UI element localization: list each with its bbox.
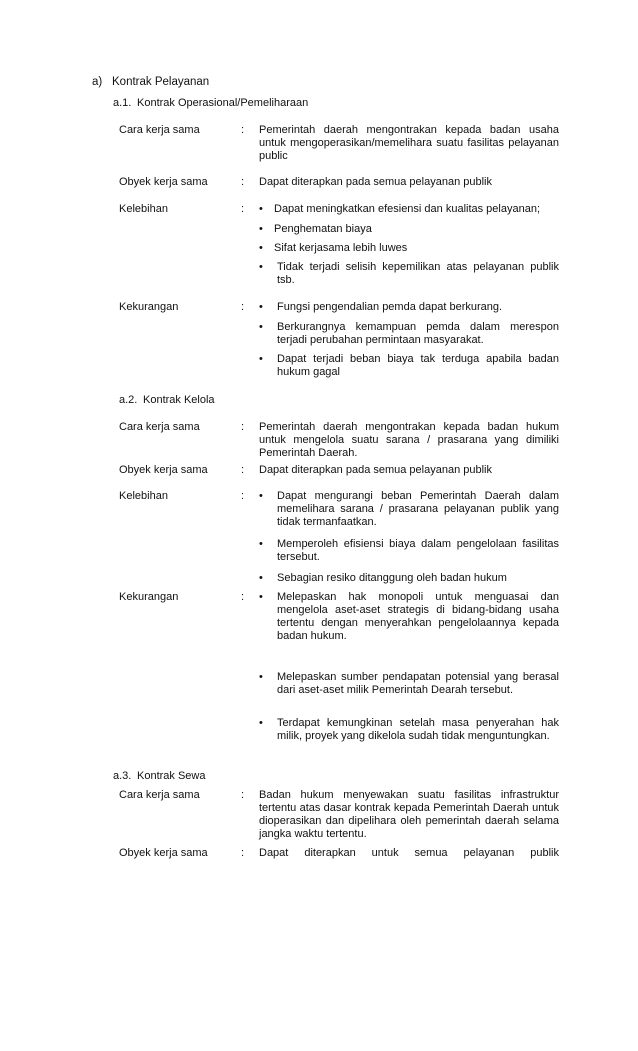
row-colon: : [241, 176, 245, 188]
row-colon: : [241, 301, 245, 313]
row-colon: : [241, 124, 245, 136]
row-colon: : [241, 421, 245, 433]
bullet-icon: • [259, 261, 263, 273]
bullet-icon: • [259, 671, 263, 683]
subsection-title: Kontrak Sewa [137, 770, 206, 782]
row-label: Obyek kerja sama [119, 847, 208, 859]
row-value: Dapat diterapkan pada semua pelayanan publik [259, 176, 492, 188]
list-item-text: Melepaskan sumber pendapatan potensial yang berasal dari aset-aset milik Pemerintah Dearah tersebut. [277, 671, 559, 696]
bullet-icon: • [259, 321, 263, 333]
subsection-heading-a3 [113, 770, 205, 783]
section-heading [92, 76, 209, 89]
bullet-icon: • [259, 301, 263, 313]
bullet-icon: • [259, 242, 263, 254]
list-item-text: Dapat terjadi beban biaya tak terduga apabila badan hukum gagal [277, 353, 559, 378]
list-item-text: Dapat mengurangi beban Pemerintah Daerah dalam memelihara sarana / prasarana pelayanan publik yang tidak termanfaatkan. [277, 490, 559, 528]
row-label: Cara kerja sama [119, 789, 200, 801]
list-item-text: Tidak terjadi selisih kepemilikan atas pelayanan publik tsb. [277, 261, 559, 286]
subsection-number: a.3. [113, 770, 132, 782]
list-item-text: Melepaskan hak monopoli untuk menguasai dan mengelola aset-aset strategis di bidang-bidang usaha tertentu dengan menyerahkan pengelolaannya kepada badan hukum. [277, 591, 559, 642]
list-item-text: Sebagian resiko ditanggung oleh badan hukum [277, 572, 507, 584]
list-item-text: Dapat meningkatkan efesiensi dan kualitas pelayanan; [274, 203, 541, 215]
row-label: Obyek kerja sama [119, 176, 208, 188]
row-value: Pemerintah daerah mengontrakan kepada badan hukum untuk mengelola suatu sarana / prasarana yang dimiliki Pemerintah Daerah. [259, 421, 559, 459]
row-colon: : [241, 789, 245, 801]
list-item-text: Fungsi pengendalian pemda dapat berkurang. [277, 301, 503, 313]
row-value: Pemerintah daerah mengontrakan kepada badan usaha untuk mengoperasikan/memelihara suatu fasilitas pelayanan public [259, 124, 559, 162]
list-item-text: Sifat kerjasama lebih luwes [274, 242, 408, 254]
bullet-icon: • [259, 538, 263, 550]
section-title: Kontrak Pelayanan [112, 76, 210, 88]
row-label: Kekurangan [119, 301, 179, 313]
list-item-text: Penghematan biaya [274, 223, 372, 235]
row-label: Kekurangan [119, 591, 179, 603]
subsection-number: a.1. [113, 97, 132, 109]
bullet-icon: • [259, 572, 263, 584]
subsection-title: Kontrak Operasional/Pemeliharaan [137, 97, 309, 109]
subsection-heading-a2 [119, 394, 215, 407]
bullet-icon: • [259, 203, 263, 215]
bullet-icon: • [259, 353, 263, 365]
row-colon: : [241, 203, 245, 215]
bullet-icon: • [259, 717, 263, 729]
row-label: Cara kerja sama [119, 421, 200, 433]
list-item-text: Berkurangnya kemampuan pemda dalam merespon terjadi perubahan permintaan masyarakat. [277, 321, 559, 346]
row-value: Dapat diterapkan untuk semua pelayanan publik [259, 847, 559, 859]
list-item-text: Memperoleh efisiensi biaya dalam pengelolaan fasilitas tersebut. [277, 538, 559, 563]
row-label: Kelebihan [119, 203, 168, 215]
subsection-number: a.2. [119, 394, 138, 406]
row-colon: : [241, 847, 245, 859]
row-label: Kelebihan [119, 490, 168, 502]
subsection-title: Kontrak Kelola [143, 394, 215, 406]
bullet-icon: • [259, 591, 263, 603]
subsection-heading-a1 [113, 97, 308, 110]
bullet-icon: • [259, 490, 263, 502]
row-colon: : [241, 490, 245, 502]
row-label: Cara kerja sama [119, 124, 200, 136]
section-marker: a) [92, 76, 103, 88]
bullet-icon: • [259, 223, 263, 235]
row-value: Dapat diterapkan pada semua pelayanan publik [259, 464, 492, 476]
list-item-text: Terdapat kemungkinan setelah masa penyerahan hak milik, proyek yang dikelola sudah tidak menguntungkan. [277, 717, 559, 742]
row-colon: : [241, 464, 245, 476]
row-label: Obyek kerja sama [119, 464, 208, 476]
row-value: Badan hukum menyewakan suatu fasilitas infrastruktur tertentu atas dasar kontrak kepada Pemerintah Daerah untuk dioperasikan dan dipelihara oleh pemerintah daerah selama jangka waktu tertentu. [259, 789, 559, 840]
row-colon: : [241, 591, 245, 603]
